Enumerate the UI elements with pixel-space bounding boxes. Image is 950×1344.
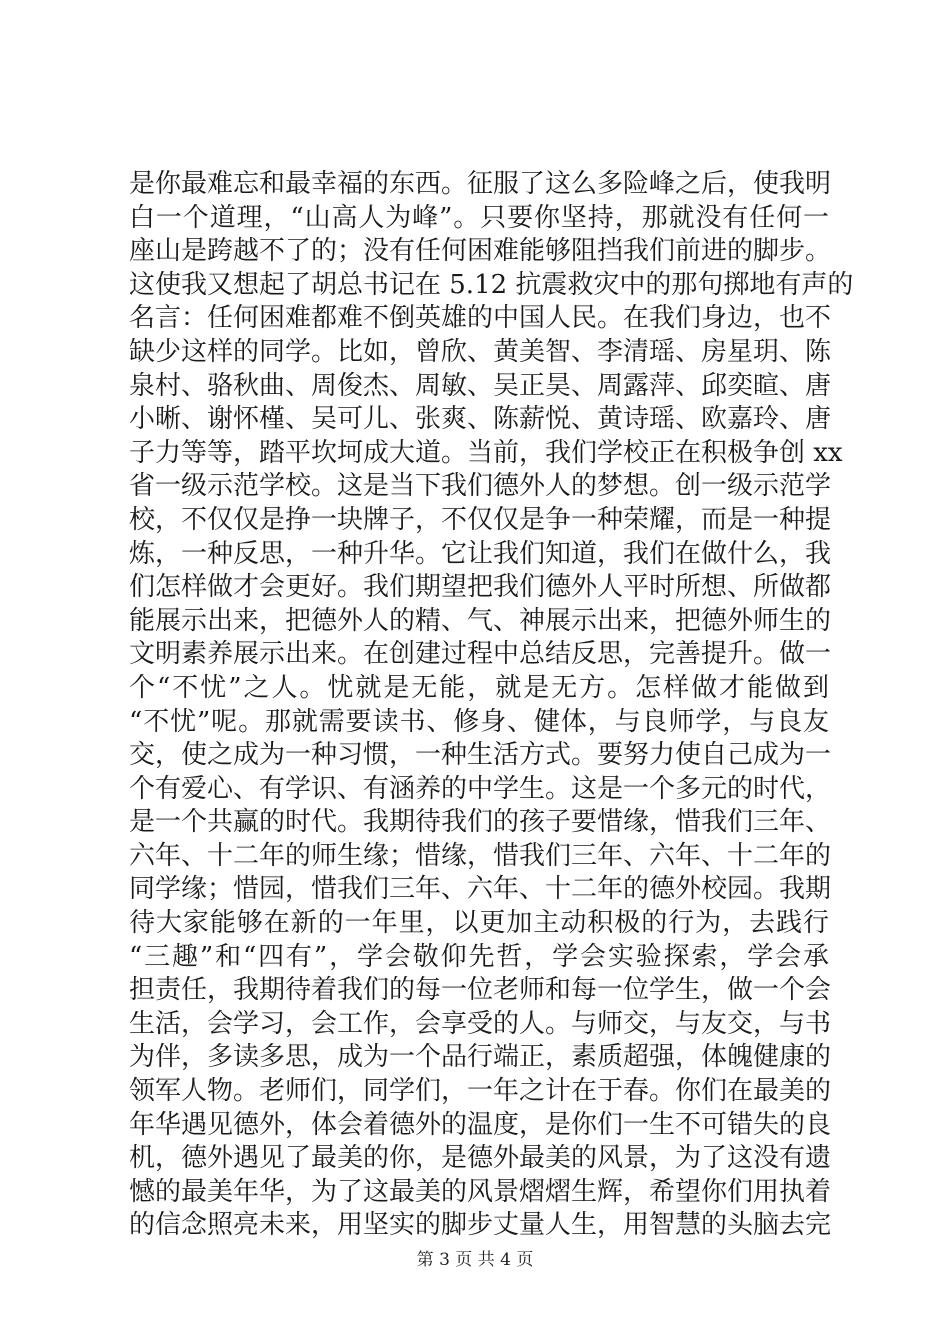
text-line: 待大家能够在新的一年里，以更加主动积极的行为，去践行 [129,908,829,939]
text-line: 省一级示范学校。这是当下我们德外人的梦想。创一级示范学 [129,471,832,502]
text-line: 六年、十二年的师生缘；惜缘，惜我们三年、六年、十二年的 [129,840,832,871]
text-line: 炼，一种反思，一种升华。它让我们知道，我们在做什么，我 [129,538,832,569]
text-line: 是你最难忘和最幸福的东西。征服了这么多险峰之后，使我明 [129,169,832,199]
text-line: “不忧”呢。那就需要读书、修身、健体，与良师学，与良友 [129,706,829,737]
text-line: 能展示出来，把德外人的精、气、神展示出来，把德外师生的 [129,605,832,636]
text-line: 个有爱心、有学识、有涵养的中学生。这是一个多元的时代， [129,773,832,804]
text-line: 名言：任何困难都难不倒英雄的中国人民。在我们身边，也不 [129,303,832,334]
text-line: 泉村、骆秋曲、周俊杰、周敏、吴正昊、周露萍、邱奕暄、唐 [129,370,832,401]
text-line: 机，德外遇见了最美的你，是德外最美的风景，为了这没有遗 [129,1143,832,1174]
text-line: 同学缘；惜园，惜我们三年、六年、十二年的德外校园。我期 [129,874,832,905]
text-line: 领军人物。老师们，同学们，一年之计在于春。你们在最美的 [129,1076,832,1107]
text-line: 缺少这样的同学。比如，曾欣、黄美智、李清瑶、房星玥、陈 [129,336,832,367]
text-line: 们怎样做才会更好。我们期望把我们德外人平时所想、所做都 [129,572,832,603]
text-line: 子力等等，踏平坎坷成大道。当前，我们学校正在积极争创 xx [129,437,843,468]
body-paragraph [129,168,854,1243]
text-line: 个“不忧”之人。忧就是无能，就是无方。怎样做才能做到 [129,672,829,703]
page-footer: 第 3 页 共 4 页 [416,1250,534,1270]
text-line: 憾的最美年华，为了这最美的风景熠熠生辉，希望你们用执着 [129,1176,832,1207]
text-line: 白一个道理，“山高人为峰”。只要你坚持，那就没有任何一 [129,202,829,233]
text-line: 文明素养展示出来。在创建过程中总结反思，完善提升。做一 [129,639,832,670]
text-line: 座山是跨越不了的；没有任何困难能够阻挡我们前进的脚步。 [129,236,832,267]
text-line: “三趣”和“四有”，学会敬仰先哲，学会实验探索，学会承 [129,941,829,972]
text-line: 的信念照亮未来，用坚实的脚步丈量人生，用智慧的头脑去完 [129,1210,832,1241]
text-line: 这使我又想起了胡总书记在 5.12 抗震救灾中的那句掷地有声的 [129,269,854,300]
text-line: 为伴，多读多思，成为一个品行端正，素质超强，体魄健康的 [129,1042,832,1073]
text-line: 校，不仅仅是挣一块牌子，不仅仅是争一种荣耀，而是一种提 [129,504,832,535]
text-line: 是一个共赢的时代。我期待我们的孩子要惜缘，惜我们三年、 [129,807,832,838]
text-line: 担责任，我期待着我们的每一位老师和每一位学生，做一个会 [129,975,832,1006]
text-line: 交，使之成为一种习惯，一种生活方式。要努力使自己成为一 [129,740,832,771]
text-line: 小晰、谢怀槿、吴可儿、张爽、陈薪悦、黄诗瑶、欧嘉玲、唐 [129,404,832,435]
text-line: 年华遇见德外，体会着德外的温度，是你们一生不可错失的良 [129,1109,832,1140]
text-line: 生活，会学习，会工作，会享受的人。与师交，与友交，与书 [129,1008,832,1039]
